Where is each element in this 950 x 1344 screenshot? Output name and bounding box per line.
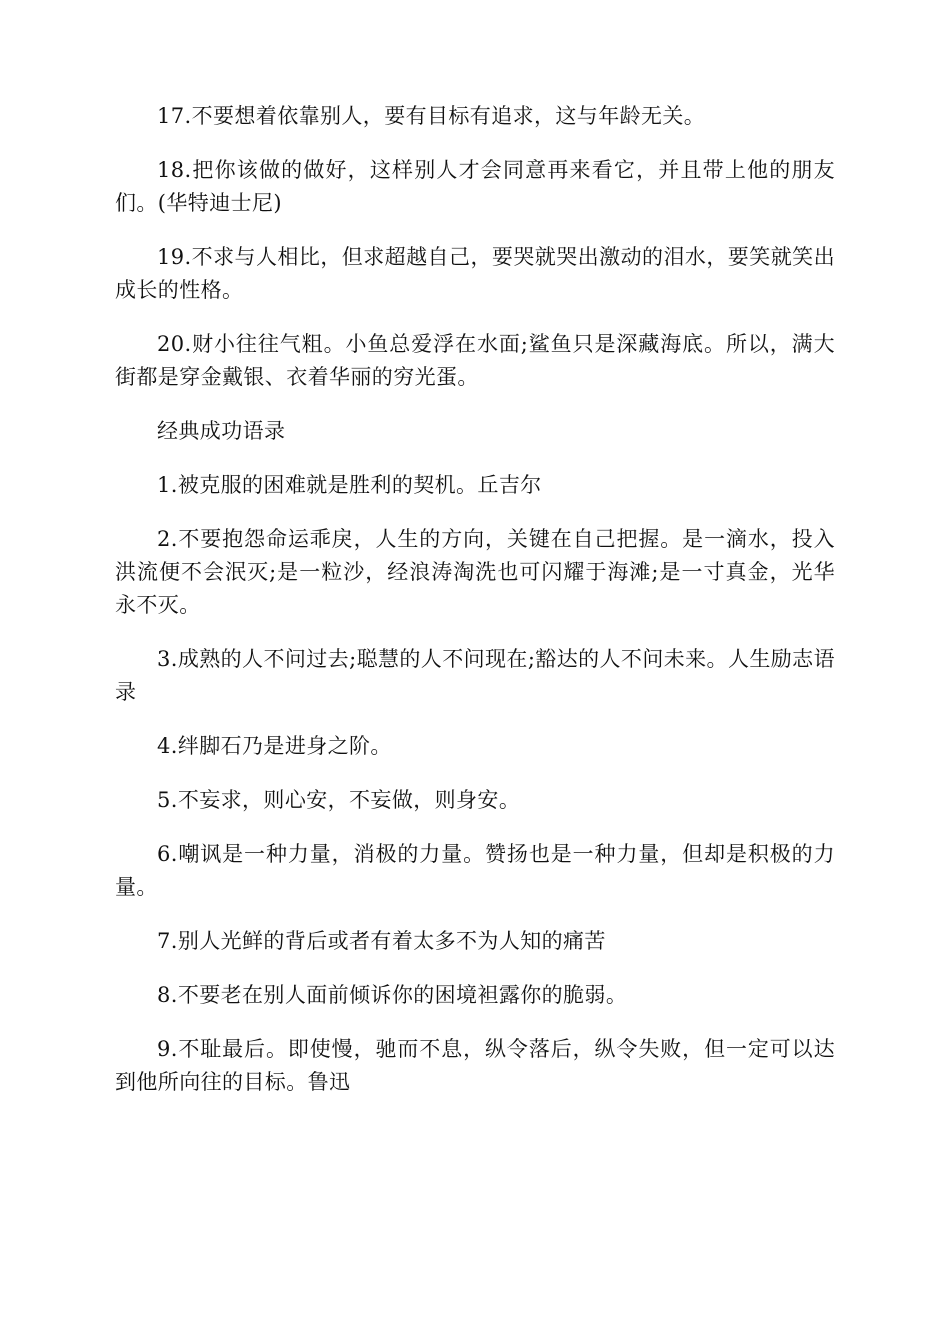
quote-5: 5.不妄求，则心安，不妄做，则身安。 [157, 788, 521, 812]
quote-20: 20.财小往往气粗。小鱼总爱浮在水面;鲨鱼只是深藏海底。所以，满大街都是穿金戴银、衣着华丽的穷光蛋。 [115, 332, 835, 389]
quote-9: 9.不耻最后。即使慢，驰而不息，纵令落后，纵令失败，但一定可以达到他所向往的目标。鲁迅 [115, 1037, 835, 1094]
quote-18: 18.把你该做的做好，这样别人才会同意再来看它，并且带上他的朋友们。(华特迪士尼) [115, 158, 835, 215]
quote-4: 4.绊脚石乃是进身之阶。 [157, 734, 392, 758]
document-page [115, 100, 835, 1120]
quote-3: 3.成熟的人不问过去;聪慧的人不问现在;豁达的人不问未来。人生励志语录 [115, 647, 835, 704]
quote-6: 6.嘲讽是一种力量，消极的力量。赞扬也是一种力量，但却是积极的力量。 [115, 842, 835, 899]
quote-19: 19.不求与人相比，但求超越自己，要哭就哭出激动的泪水，要笑就笑出成长的性格。 [115, 245, 835, 302]
quote-7: 7.别人光鲜的背后或者有着太多不为人知的痛苦 [157, 929, 606, 953]
quote-1: 1.被克服的困难就是胜利的契机。丘吉尔 [157, 473, 542, 497]
quote-2: 2.不要抱怨命运乖戾，人生的方向，关键在自己把握。是一滴水，投入洪流便不会泯灭;是一粒沙，经浪涛淘洗也可闪耀于海滩;是一寸真金，光华永不灭。 [115, 527, 835, 617]
section-heading: 经典成功语录 [157, 419, 286, 443]
quote-17: 17.不要想着依靠别人，要有目标有追求，这与年龄无关。 [157, 104, 706, 128]
quote-8: 8.不要老在别人面前倾诉你的困境袒露你的脆弱。 [157, 983, 628, 1007]
